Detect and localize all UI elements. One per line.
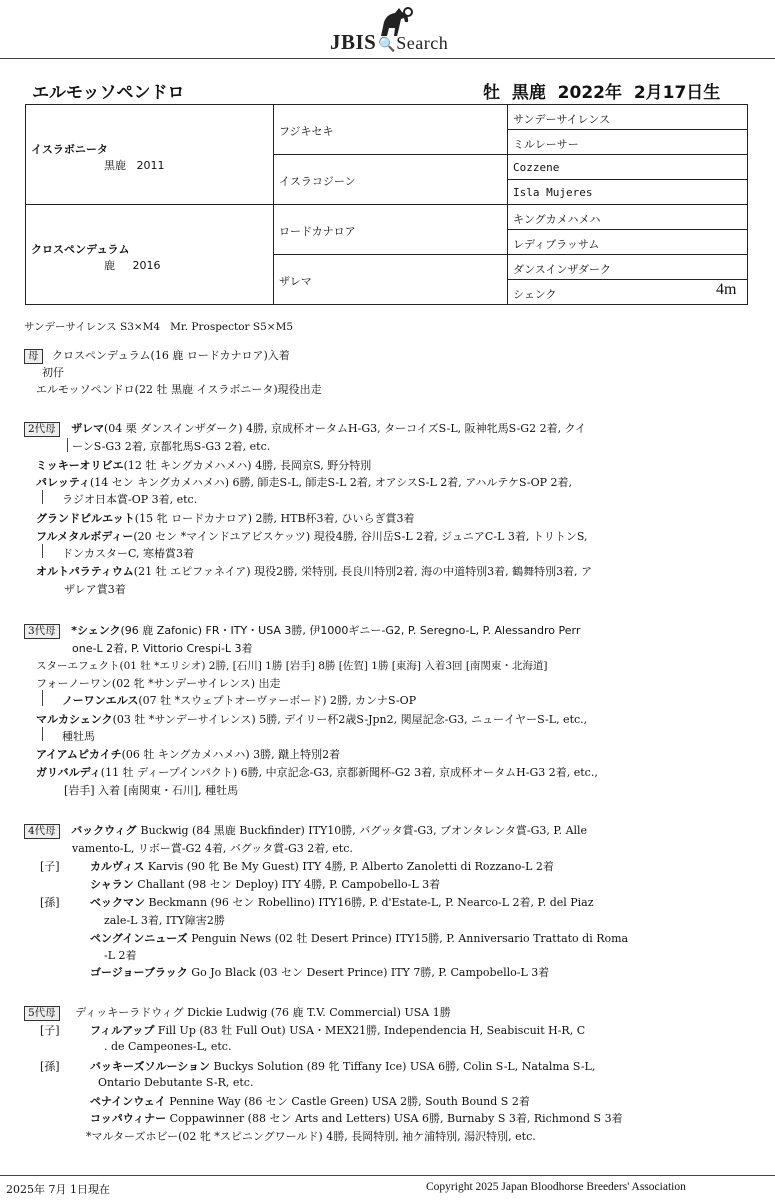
ancestor-g3[interactable]: Isla Mujeres — [513, 186, 593, 199]
dam-section-line1: 母 クロスペンデュラム(16 鹿 ロードカナロア)入着 — [24, 347, 290, 364]
gen4-row: ゴージョーブラック Go Jo Black (03 セン Desert Prince) ITY 7勝, P. Campobello-L 3着 — [90, 966, 550, 979]
logo-text: JBIS 🔍Search — [330, 30, 449, 54]
ancestor-g3[interactable]: サンデーサイレンス — [513, 113, 611, 126]
horse-info: 牡 黒鹿 2022年 2月17日生 — [483, 83, 721, 103]
dam-section-line2: 初仔 — [42, 366, 64, 379]
gen5-row: Ontario Debutante S-R, etc. — [98, 1076, 254, 1089]
gen4-row: zale-L 3着, ITY障害2勝 — [104, 914, 225, 927]
gen4-row: -L 2着 — [104, 949, 137, 962]
continuation-bar — [67, 438, 68, 452]
footer-copyright: Copyright 2025 Japan Bloodhorse Breeders' Association — [426, 1181, 686, 1193]
gen2-row: オルトパラティウム(21 牡 エピファネイア) 現役2勝, 栄特別, 長良川特別2着, 海の中道特別3着, 鶴舞特別3着, ア — [36, 565, 593, 578]
gen5-row: ペナインウェイ Pennine Way (86 セン Castle Green) USA 2勝, South Bound S 2着 — [90, 1095, 530, 1108]
pedigree-divider — [507, 279, 747, 280]
section-badge: 2代母 — [24, 422, 60, 437]
gen2-line1b: ーンS-G3 2着, 京都牝馬S-G3 2着, etc. — [72, 440, 271, 453]
section-badge: 5代母 — [24, 1006, 60, 1021]
grandchild-label: [孫] — [40, 1060, 60, 1073]
inbreed-tag: 4m — [716, 281, 737, 298]
continuation-bar — [42, 727, 43, 741]
gen2-row: パレッティ(14 セン キングカメハメハ) 6勝, 師走S-L, 師走S-L 2着, オアシスS-L 2着, アハルテケS-OP 2着, — [36, 476, 573, 489]
gen3-row: スターエフェクト(01 牡 *エリシオ) 2勝, [石川] 1勝 [岩手] 8勝 [佐賀] 1勝 [東海] 入着3回 [南関東・北海道] — [36, 660, 548, 672]
ancestor-g3[interactable]: Cozzene — [513, 161, 560, 174]
gen4-name[interactable]: バックウィグ — [71, 824, 137, 837]
gen2-row: ドンカスターC, 寒椿賞3着 — [62, 547, 195, 560]
gen5-row: フィルアップ Fill Up (83 牡 Full Out) USA・MEX21勝, Independencia H, Seabiscuit H-R, C — [90, 1024, 586, 1037]
gen3-row: ガリバルディ(11 牡 ディープインパクト) 6勝, 中京記念-G3, 京都新聞杯-G2 3着, 京成杯オータムH-G3 2着, etc., — [36, 766, 598, 779]
gen3-row: ノーワンエルス(07 牡 *スウェプトオーヴァーボード) 2勝, カンナS-OP — [62, 694, 417, 707]
gen5-row: *マルターズホビー(02 牝 *スピニングワールド) 4勝, 長岡特別, 袖ケ浦特別, 湯沢特別, etc. — [86, 1130, 536, 1143]
gen2-row: ザレア賞3着 — [64, 583, 126, 596]
gen4-line1b: vamento-L, リボー賞-G2 4着, バグッタ賞-G3 2着, etc. — [72, 842, 353, 855]
gen4-row: ベックマン Beckmann (96 セン Robellino) ITY16勝, P. d'Estate-L, P. Nearco-L 2着, P. del Piaz — [90, 896, 594, 909]
ancestor-g3[interactable]: シェンク — [513, 288, 557, 301]
ancestor-g3[interactable]: ミルレーサー — [513, 138, 579, 151]
gen2-row: フルメタルボディー(20 セン *マインドユアビスケッツ) 現役4勝, 谷川岳S-L 2着, ジュニアC-L 3着, トリトンS, — [36, 530, 588, 543]
child-label: [子] — [40, 1024, 60, 1037]
section-badge: 4代母 — [24, 824, 60, 839]
jbis-logo[interactable] — [0, 6, 775, 54]
inbreeding-note: サンデーサイレンス S3×M4 Mr. Prospector S5×M5 — [24, 321, 294, 333]
gen3-row: 種牡馬 — [62, 730, 95, 743]
ancestor-g3[interactable]: レディブラッサム — [513, 238, 600, 251]
section-badge: 3代母 — [24, 624, 60, 639]
gen4-row: シャラン Challant (98 セン Deploy) ITY 4勝, P. Campobello-L 3着 — [90, 878, 441, 891]
gen4-row: カルヴィス Karvis (90 牝 Be My Guest) ITY 4勝, P. Alberto Zanoletti di Rozzano-L 2着 — [90, 860, 554, 873]
gen4-row: ペングインニューズ Penguin News (02 牡 Desert Prince) ITY15勝, P. Anniversario Trattato di Roma — [90, 932, 629, 945]
gen2-header: 2代母 ザレマ(04 栗 ダンスインザダーク) 4勝, 京成杯オータムH-G3, ターコイズS-L, 阪神牝馬S-G2 2着, クイ — [24, 420, 586, 437]
pedigree-divider — [507, 229, 747, 230]
gen3-row: アイアムピカイチ(06 牡 キングカメハメハ) 3勝, 蹴上特別2着 — [36, 748, 341, 761]
footer-rule — [0, 1175, 775, 1176]
continuation-bar — [42, 490, 43, 504]
dam-name[interactable]: クロスペンデュラム — [31, 243, 130, 256]
gen5-row: コッパウィナー Coppawinner (88 セン Arts and Letters) USA 6勝, Burnaby S 3着, Richmond S 3着 — [90, 1112, 623, 1125]
horse-name: エルモッソペンドロ — [32, 83, 185, 103]
sire-name[interactable]: イスラボニータ — [31, 143, 108, 156]
footer-date: 2025年 7月 1日現在 — [6, 1183, 110, 1196]
ancestor-g3[interactable]: キングカメハメハ — [513, 213, 601, 226]
gen5-row: バッキーズソルーション Buckys Solution (89 牝 Tiffany Ice) USA 6勝, Colin S-L, Natalma S-L, — [90, 1060, 596, 1073]
sire-detail: 黒鹿 2011 — [104, 159, 165, 172]
gen2-row: グランドピルエット(15 牝 ロードカナロア) 2勝, HTB杯3着, ひいらぎ賞3着 — [36, 512, 415, 525]
gen3-line1b: one-L 2着, P. Vittorio Crespi-L 3着 — [72, 642, 253, 655]
dam-sire[interactable]: ロードカナロア — [279, 225, 356, 238]
pedigree-divider — [26, 204, 747, 205]
gen5-row: . de Campeones-L, etc. — [104, 1040, 232, 1053]
pedigree-divider — [507, 179, 747, 180]
continuation-bar — [42, 690, 43, 706]
gen3-header: 3代母 *シェンク(96 鹿 Zafonic) FR・ITY・USA 3勝, 伊1000ギニー-G2, P. Seregno-L, P. Alessandro Perr — [24, 622, 580, 639]
gen2-row: ミッキーオリビエ(12 牡 キングカメハメハ) 4勝, 長岡京S, 野分特別 — [36, 459, 372, 472]
gen5-header: 5代母 ディッキーラドウィグ Dickie Ludwig (76 鹿 T.V. Commercial) USA 1勝 — [24, 1004, 451, 1021]
gen3-row: フォーノーワン(02 牝 *サンデーサイレンス) 出走 — [36, 677, 281, 690]
gen3-row: マルカシェンク(03 牡 *サンデーサイレンス) 5勝, デイリー杯2歳S-Jpn2, 関屋記念-G3, ニューイヤーS-L, etc., — [36, 713, 588, 726]
sire-dam[interactable]: イスラコジーン — [279, 175, 356, 188]
child-label: [子] — [40, 860, 60, 873]
dam-dam[interactable]: ザレマ — [279, 275, 312, 288]
ancestor-g3[interactable]: ダンスインザダーク — [513, 263, 612, 276]
header-rule — [0, 58, 775, 59]
gen2-name[interactable]: ザレマ — [71, 422, 104, 435]
dam-detail: 鹿 2016 — [104, 259, 161, 272]
pedigree-divider — [273, 254, 747, 255]
gen3-row: [岩手] 入着 [南関東・石川], 種牡馬 — [64, 784, 239, 797]
grandchild-label: [孫] — [40, 896, 60, 909]
gen4-header: 4代母 バックウィグ Buckwig (84 黒鹿 Buckfinder) ITY10勝, バグッタ賞-G3, ブオンタレンタ賞-G3, P. Alle — [24, 822, 587, 839]
pedigree-table — [25, 104, 748, 305]
section-badge: 母 — [24, 349, 43, 364]
gen2-row: ラジオ日本賞-OP 3着, etc. — [62, 493, 198, 506]
gen3-name[interactable]: *シェンク — [71, 624, 121, 637]
pedigree-divider — [507, 129, 747, 130]
sire-sire[interactable]: フジキセキ — [279, 125, 334, 138]
continuation-bar — [42, 544, 43, 558]
dam-section-line3: エルモッソペンドロ(22 牡 黒鹿 イスラボニータ)現役出走 — [36, 383, 322, 396]
pedigree-divider — [273, 154, 747, 155]
